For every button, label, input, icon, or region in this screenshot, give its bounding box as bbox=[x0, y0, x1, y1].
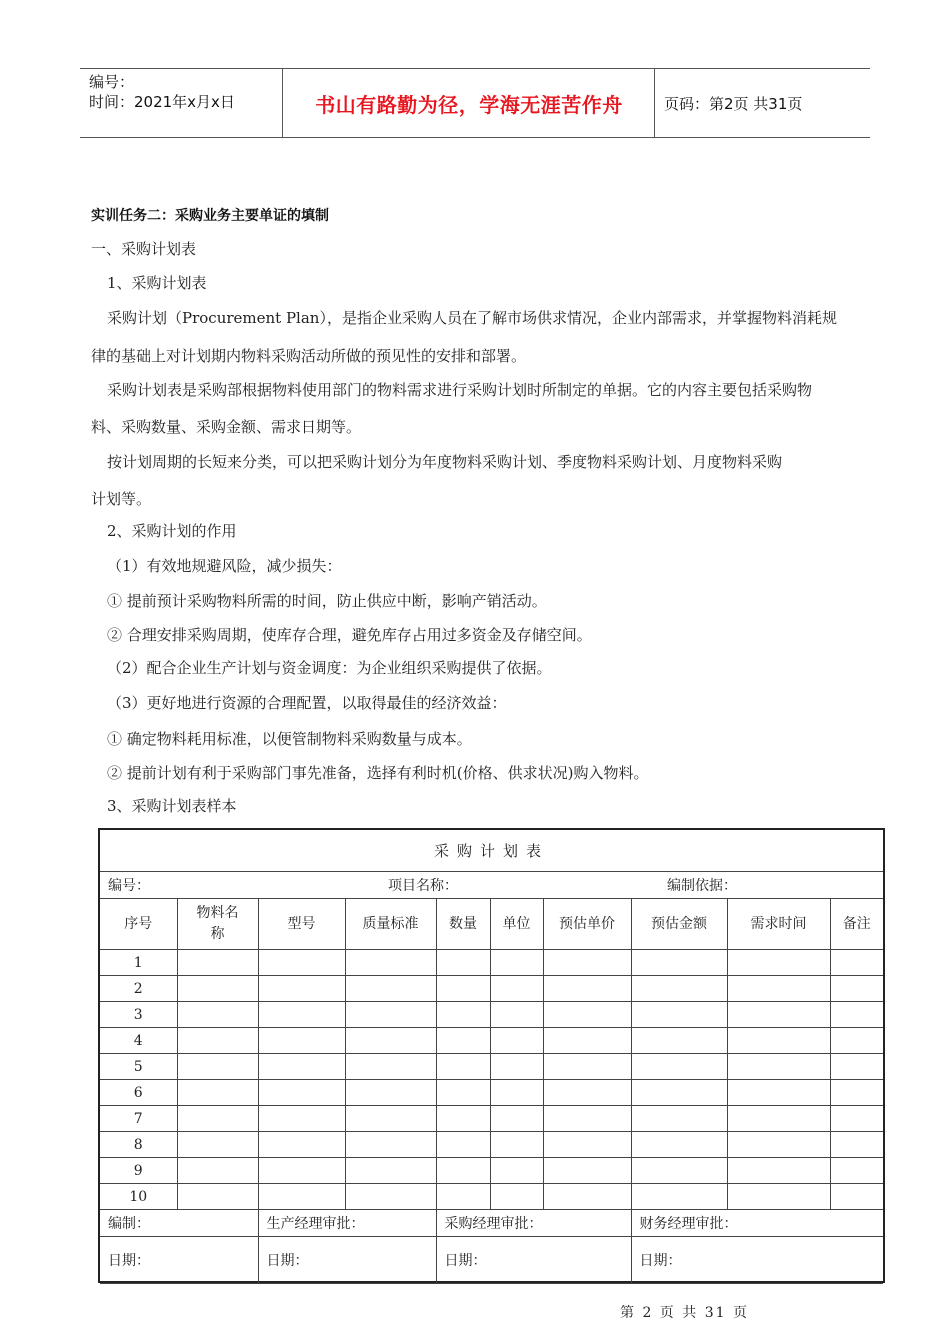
header-motto: 书山有路勤为径，学海无涯苦作舟 bbox=[315, 92, 623, 117]
subsection-heading: 1、采购计划表 bbox=[107, 274, 207, 292]
row-number: 4 bbox=[100, 1028, 177, 1054]
date-field: 日期： bbox=[258, 1237, 436, 1284]
code-label: 编号： bbox=[89, 73, 135, 91]
col-header: 单位 bbox=[490, 899, 543, 950]
col-header: 质量标准 bbox=[345, 899, 436, 950]
date-field: 日期： bbox=[631, 1237, 883, 1284]
list-item: ② 合理安排采购周期，使库存合理，避免库存占用过多资金及存储空间。 bbox=[107, 626, 592, 644]
paragraph-line: 采购计划表是采购部根据物料使用部门的物料需求进行采购计划时所制定的单据。它的内容主要包括采购物 bbox=[107, 381, 813, 399]
date-field: 日期： bbox=[436, 1237, 631, 1284]
col-header: 序号 bbox=[100, 899, 177, 950]
row-number: 9 bbox=[100, 1158, 177, 1184]
sig-purchase-manager: 采购经理审批： bbox=[436, 1210, 631, 1237]
col-header: 备注 bbox=[830, 899, 883, 950]
sig-prepared: 编制： bbox=[100, 1210, 258, 1237]
col-header: 预估单价 bbox=[543, 899, 631, 950]
date-field: 日期： bbox=[100, 1237, 258, 1284]
info-project: 项目名称： bbox=[345, 872, 631, 899]
table-row bbox=[100, 1132, 883, 1158]
list-item: （3）更好地进行资源的合理配置，以取得最佳的经济效益： bbox=[107, 694, 507, 712]
table-row bbox=[100, 1054, 883, 1080]
task-title: 实训任务二：采购业务主要单证的填制 bbox=[91, 208, 329, 224]
col-header: 预估金额 bbox=[631, 899, 727, 950]
row-number: 2 bbox=[100, 976, 177, 1002]
list-item: （1）有效地规避风险，减少损失： bbox=[107, 557, 342, 575]
col-header: 物料名称 bbox=[177, 899, 258, 950]
list-item: ① 提前预计采购物料所需的时间，防止供应中断，影响产销活动。 bbox=[107, 592, 547, 610]
header-divider bbox=[282, 69, 283, 137]
table-title: 采购计划表 bbox=[100, 830, 883, 872]
table-row bbox=[100, 1158, 883, 1184]
table-row bbox=[100, 950, 883, 976]
col-header: 型号 bbox=[258, 899, 345, 950]
header-meta bbox=[89, 72, 279, 112]
info-basis: 编制依据： bbox=[631, 872, 883, 899]
header-divider bbox=[654, 69, 655, 137]
list-item: （2）配合企业生产计划与资金调度：为企业组织采购提供了依据。 bbox=[107, 659, 552, 677]
row-number: 7 bbox=[100, 1106, 177, 1132]
paragraph-line: 采购计划（Procurement Plan），是指企业采购人员在了解市场供求情况，企业内部需求，并掌握物料消耗规 bbox=[107, 309, 837, 327]
paragraph-line: 按计划周期的长短来分类，可以把采购计划分为年度物料采购计划、季度物料采购计划、月度物料采购 bbox=[107, 453, 783, 471]
date-label: 时间：2021年x月x日 bbox=[89, 93, 235, 111]
row-number: 1 bbox=[100, 950, 177, 976]
page-header bbox=[80, 68, 870, 138]
procurement-plan-table bbox=[98, 828, 885, 1283]
table-row bbox=[100, 1080, 883, 1106]
row-number: 8 bbox=[100, 1132, 177, 1158]
paragraph-line: 料、采购数量、采购金额、需求日期等。 bbox=[91, 418, 362, 436]
paragraph-line: 计划等。 bbox=[91, 490, 152, 508]
col-header: 需求时间 bbox=[727, 899, 830, 950]
sig-finance-manager: 财务经理审批： bbox=[631, 1210, 883, 1237]
row-number: 10 bbox=[100, 1184, 177, 1210]
row-number: 6 bbox=[100, 1080, 177, 1106]
table-row bbox=[100, 1184, 883, 1210]
subsection-heading: 2、采购计划的作用 bbox=[107, 522, 237, 540]
info-code: 编号： bbox=[100, 872, 345, 899]
table-row bbox=[100, 976, 883, 1002]
list-item: ① 确定物料耗用标准，以便管制物料采购数量与成本。 bbox=[107, 730, 472, 748]
page-footer: 第 2 页 共 31 页 bbox=[620, 1305, 749, 1321]
table-row bbox=[100, 1106, 883, 1132]
table-row bbox=[100, 1028, 883, 1054]
row-number: 5 bbox=[100, 1054, 177, 1080]
list-item: ② 提前计划有利于采购部门事先准备，选择有利时机(价格、供求状况)购入物料。 bbox=[107, 764, 649, 782]
col-header: 数量 bbox=[436, 899, 490, 950]
table-row bbox=[100, 1002, 883, 1028]
paragraph-line: 律的基础上对计划期内物料采购活动所做的预见性的安排和部署。 bbox=[91, 347, 527, 365]
header-page-info: 页码：第2页 共31页 bbox=[664, 94, 803, 113]
section-heading: 一、采购计划表 bbox=[91, 240, 197, 258]
row-number: 3 bbox=[100, 1002, 177, 1028]
sig-production-manager: 生产经理审批： bbox=[258, 1210, 436, 1237]
subsection-heading: 3、采购计划表样本 bbox=[107, 797, 237, 815]
